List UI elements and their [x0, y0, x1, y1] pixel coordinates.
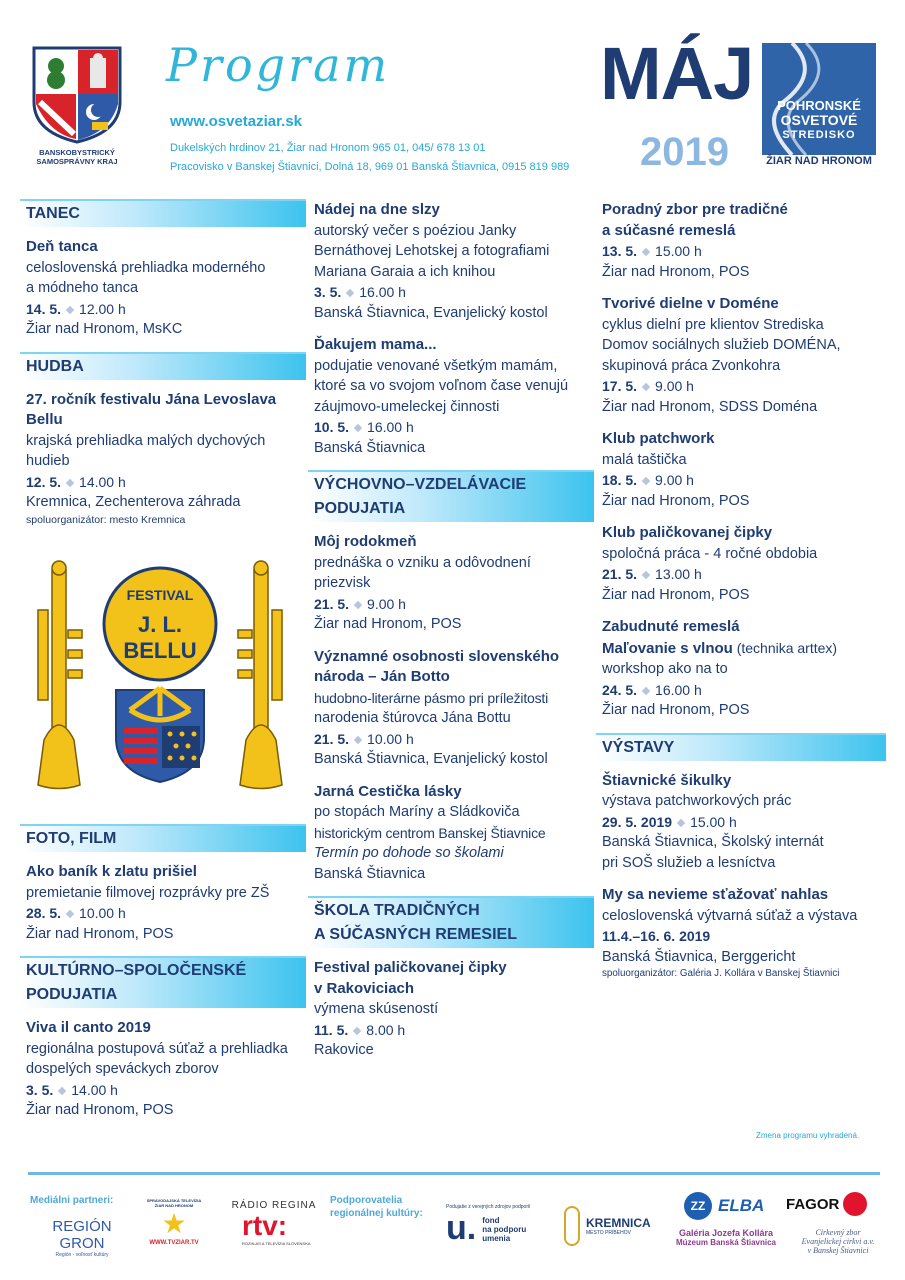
- event-place: Banská Štiavnica, Školský internát: [602, 834, 824, 850]
- event-date: 13. 5.: [602, 243, 638, 259]
- event-desc: celoslovenská prehliadka moderného: [26, 259, 266, 276]
- event-title: Zabudnuté remeslá: [602, 618, 740, 635]
- event-title: národa – Ján Botto: [314, 668, 450, 685]
- event-festival-bellu: [26, 390, 300, 527]
- event-desc: historickým centrom Banskej Štiavnice: [314, 824, 546, 841]
- diamond-icon: [642, 248, 650, 256]
- pos-logo-line1: POHRONSKÉ: [777, 98, 861, 113]
- section-header-line1: ŠKOLA TRADIČNÝCH: [314, 902, 480, 919]
- program-title: Program: [166, 38, 391, 92]
- event-klub-palickovanej-cipky: [602, 523, 880, 605]
- event-place: Banská Štiavnica: [314, 865, 426, 882]
- media-partners-label: Mediálni partneri:: [30, 1195, 114, 1206]
- section-header-line2: PODUJATIA: [314, 500, 406, 517]
- event-desc: hudobno-literárne pásmo pri príležitosti: [314, 689, 549, 706]
- event-nadej-na-dne-slzy: [314, 200, 588, 323]
- event-title: a súčasné remeslá: [602, 221, 736, 239]
- column-right: [602, 200, 880, 993]
- address-line2: Pracovisko v Banskej Štiavnici, Dolná 18, 969 01 Banská Štiavnica, 0915 819 989: [170, 161, 570, 173]
- crest-caption: [20, 148, 134, 166]
- section-header-vychovno-vzdelavacie: [308, 470, 594, 522]
- event-stiavnicke-sikulky: [602, 771, 880, 874]
- kremnica-sub: MESTO PRÍBEHOV: [586, 1230, 631, 1236]
- trumpet-right-icon: [238, 561, 282, 789]
- rtv-sub: ROZHLAS A TELEVÍZIA SLOVENSKA: [242, 1241, 311, 1246]
- event-desc: narodenia štúrovca Jána Bottu: [314, 710, 511, 726]
- program-change-note: Zmena programu vyhradená.: [756, 1131, 860, 1140]
- section-header-line1: VÝCHOVNO–VZDELÁVACIE: [314, 476, 527, 493]
- section-header-line2: A SÚČASNÝCH REMESIEL: [314, 926, 517, 943]
- section-header-foto-film: FOTO, FILM: [20, 824, 306, 852]
- event-datetime: [602, 564, 880, 585]
- event-tvorive-dielne: [602, 294, 880, 417]
- diamond-icon: [354, 735, 362, 743]
- event-desc: skupinová práca Zvonkohra: [602, 357, 781, 374]
- event-place: Žiar nad Hronom, POS: [26, 925, 174, 942]
- website-link[interactable]: www.osvetaziar.sk: [170, 113, 303, 130]
- event-title: Jarná Cestička lásky: [314, 782, 462, 800]
- event-title: Klub patchwork: [602, 430, 715, 447]
- event-place: Žiar nad Hronom, MsKC: [26, 321, 183, 337]
- event-date: 21. 5.: [602, 566, 638, 582]
- address-line1: Dukelských hrdinov 21, Žiar nad Hronom 965 01, 045/ 678 13 01: [170, 142, 486, 154]
- event-desc-italic: Termín po dohode so školami: [314, 845, 504, 861]
- event-zabudnute-remesla: [602, 617, 880, 721]
- kremnica-text: [586, 1216, 651, 1236]
- event-datetime: [26, 903, 300, 924]
- fond-line3: umenia: [482, 1234, 511, 1243]
- radio-regina-logo: [226, 1200, 322, 1246]
- event-viva-il-canto: [26, 1018, 300, 1121]
- festival-logo-mid2: BELLU: [123, 638, 197, 663]
- event-title: 27. ročník festivalu Jána Levoslava: [26, 390, 277, 408]
- event-title: Viva il canto 2019: [26, 1019, 151, 1036]
- column-left-lower: [26, 824, 300, 1133]
- event-title: Festival paličkovanej čipky: [314, 959, 507, 976]
- tv-ziar-logo: [142, 1198, 206, 1246]
- fagor-logo: [786, 1192, 878, 1216]
- section-header-kulturno-spolocenske: [20, 956, 306, 1008]
- elba-mark-icon: ZZ: [684, 1192, 712, 1220]
- section-header-skola-tradicnych: [308, 896, 594, 948]
- tv-ziar-star-icon: ★: [161, 1208, 187, 1239]
- event-datetime: [602, 680, 880, 701]
- diamond-icon: [354, 600, 362, 608]
- event-title: Poradný zbor pre tradičné: [602, 201, 788, 218]
- fond-na-podporu-umenia-logo: [446, 1204, 550, 1246]
- event-datetime: [26, 472, 300, 493]
- kremnica-name: KREMNICA: [586, 1216, 651, 1230]
- banskobystricky-crest: [30, 44, 124, 144]
- region-gron-logo: [40, 1218, 124, 1258]
- event-date: 11. 5.: [314, 1021, 349, 1038]
- festival-logo-mid1: J. L.: [137, 612, 183, 637]
- pos-logo-line3: STREDISKO: [782, 129, 856, 141]
- event-time: 10.00 h: [367, 730, 414, 747]
- galeria-line2: Múzeum Banská Štiavnica: [675, 1238, 777, 1247]
- event-date: 28. 5.: [26, 905, 62, 921]
- section-header-tanec: TANEC: [20, 199, 306, 227]
- event-desc: priezvisk: [314, 575, 371, 591]
- region-gron-sub: Región - voľnosť kultúry: [55, 1252, 109, 1258]
- pos-logo: [762, 43, 876, 167]
- rtv-text: rtv:: [242, 1210, 288, 1241]
- event-place: Žiar nad Hronom, POS: [602, 702, 750, 718]
- event-datetime: [314, 594, 588, 615]
- event-time: 16.00 h: [367, 419, 414, 435]
- elba-logo: [684, 1192, 774, 1220]
- galeria-line1: Galéria Jozefa Kollára: [678, 1228, 774, 1238]
- cirkev-line1: Cirkevný zbor: [815, 1228, 861, 1237]
- event-desc: podujatie venované všetkým mamám,: [314, 357, 558, 374]
- region-gron-text: REGIÓN GRON: [52, 1218, 112, 1252]
- event-desc: premietanie filmovej rozprávky pre ZŠ: [26, 884, 270, 901]
- event-title: Môj rodokmeň: [314, 533, 417, 550]
- diamond-icon: [642, 686, 650, 694]
- diamond-icon: [642, 477, 650, 485]
- cirkev-line3: v Banskej Štiavnici: [807, 1246, 869, 1255]
- event-time: 16.00 h: [359, 284, 406, 300]
- festival-logo-top: FESTIVAL: [126, 587, 194, 603]
- event-date: 24. 5.: [602, 681, 638, 698]
- event-datetime: [314, 417, 588, 438]
- event-desc: ktoré sa vo svojom voľnom čase venujú: [314, 378, 569, 394]
- fond-u: u.: [446, 1209, 477, 1247]
- event-time: 9.00 h: [367, 595, 406, 612]
- event-desc: cyklus dielní pre klientov Strediska: [602, 316, 824, 333]
- event-desc: celoslovenská výtvarná súťaž a výstava: [602, 907, 858, 924]
- tv-ziar-url: WWW.TVZIAR.TV: [149, 1240, 199, 1246]
- event-place: Banská Štiavnica, Evanjelický kostol: [314, 751, 548, 767]
- event-place: Žiar nad Hronom, POS: [602, 263, 750, 280]
- event-place: Žiar nad Hronom, POS: [26, 1102, 174, 1118]
- event-datetime: [602, 470, 880, 491]
- event-desc: po stopách Maríny a Sládkoviča: [314, 804, 520, 820]
- event-title: Nádej na dne slzy: [314, 201, 440, 218]
- crest-caption-line2: SAMOSPRÁVNY KRAJ: [36, 157, 118, 166]
- event-date: 10. 5.: [314, 419, 350, 435]
- event-desc: Bernáthovej Lehotskej a fotografiami: [314, 243, 550, 259]
- address-block: [170, 139, 569, 177]
- event-moj-rodokmen: [314, 532, 588, 635]
- event-title: Významné osobnosti slovenského: [314, 647, 560, 665]
- supporters-label-line2: regionálnej kultúry:: [330, 1208, 423, 1219]
- event-time: 9.00 h: [655, 378, 694, 394]
- event-desc: dospelých speváckych zborov: [26, 1061, 219, 1077]
- event-desc: malá taštička: [602, 451, 687, 468]
- event-place: Žiar nad Hronom, POS: [314, 616, 462, 632]
- fond-line1: fond: [482, 1216, 500, 1225]
- event-desc: krajská prehliadka malých dychových: [26, 432, 266, 449]
- event-desc: výstava patchworkových prác: [602, 793, 792, 809]
- event-date: 21. 5.: [314, 595, 350, 612]
- event-title: My sa nevieme sťažovať nahlas: [602, 886, 829, 903]
- event-subtitle: [602, 638, 880, 660]
- month-title: MÁJ: [600, 32, 754, 115]
- trumpet-left-icon: [38, 561, 82, 789]
- column-middle: [314, 200, 588, 1073]
- diamond-icon: [642, 383, 650, 391]
- tv-ziar-top: SPRAVODAJSKÁ TELEVÍZIA ŽIAR NAD HRONOM: [146, 1198, 202, 1208]
- event-ako-banik: [26, 862, 300, 944]
- event-datetime: [602, 926, 880, 947]
- diamond-icon: [66, 305, 74, 313]
- diamond-icon: [642, 571, 650, 579]
- diamond-icon: [66, 910, 74, 918]
- event-title: Deň tanca: [26, 238, 98, 255]
- event-desc: Domov sociálnych služieb DOMÉNA,: [602, 337, 841, 353]
- event-date: 21. 5.: [314, 730, 350, 747]
- event-title: Ďakujem mama...: [314, 336, 437, 353]
- event-datetime: [602, 376, 880, 397]
- footer-divider: [28, 1172, 880, 1175]
- diamond-icon: [353, 1026, 361, 1034]
- fond-text: [482, 1216, 526, 1243]
- event-place: Rakovice: [314, 1042, 374, 1058]
- event-date: 17. 5.: [602, 378, 638, 394]
- event-time: 14.00 h: [79, 473, 126, 490]
- event-time: 15.00 h: [655, 243, 702, 259]
- event-date: 18. 5.: [602, 472, 638, 488]
- event-desc: záujmovo-umeleckej činnosti: [314, 398, 500, 415]
- event-place: Banská Štiavnica: [314, 439, 426, 456]
- event-place: Banská Štiavnica, Evanjelický kostol: [314, 304, 548, 321]
- kremnica-logo: [564, 1206, 654, 1246]
- event-desc: spoločná práca - 4 ročné obdobia: [602, 545, 818, 562]
- event-title: Maľovanie s vlnou: [602, 639, 733, 657]
- pos-logo-line2: OSVETOVÉ: [780, 112, 858, 128]
- event-desc: výmena skúseností: [314, 1001, 439, 1017]
- event-time: 15.00 h: [690, 813, 737, 830]
- diamond-icon: [58, 1086, 66, 1094]
- event-desc: prednáška o vzniku a odôvodnení: [314, 554, 531, 571]
- elba-text: ELBA: [718, 1196, 765, 1215]
- pos-logo-city: ŽIAR NAD HRONOM: [762, 155, 876, 167]
- event-datetime: [314, 729, 588, 750]
- diamond-icon: [677, 818, 685, 826]
- event-klub-patchwork: [602, 429, 880, 511]
- event-coorganizer: spoluorganizátor: Galéria J. Kollára v Banskej Štiavnici: [602, 968, 840, 979]
- event-time: 12.00 h: [79, 300, 126, 317]
- event-title: Bellu: [26, 411, 63, 428]
- event-jarna-cesticka-lasky: [314, 782, 588, 885]
- event-poradny-zbor: [602, 200, 880, 282]
- event-date: 3. 5.: [26, 1081, 54, 1098]
- event-title: Klub paličkovanej čipky: [602, 524, 773, 541]
- event-title: Ako baník k zlatu prišiel: [26, 863, 197, 880]
- festival-bellu-logo: [30, 560, 290, 790]
- event-place: Žiar nad Hronom, SDSS Doména: [602, 398, 818, 415]
- event-dakujem-mama: [314, 335, 588, 458]
- event-jan-botto: [314, 647, 588, 770]
- event-place: Kremnica, Zechenterova záhrada: [26, 494, 241, 510]
- event-title-note: (technika arttex): [736, 639, 838, 656]
- event-desc: autorský večer s poéziou Janky: [314, 222, 517, 239]
- diamond-icon: [346, 289, 354, 297]
- event-coorganizer: spoluorganizátor: mesto Kremnica: [26, 513, 186, 526]
- event-time: 16.00 h: [655, 681, 702, 698]
- event-date: 29. 5. 2019: [602, 813, 673, 830]
- radio-regina-text: RÁDIO REGINA: [231, 1200, 317, 1211]
- event-desc: a módneho tanca: [26, 280, 139, 296]
- diamond-icon: [66, 478, 74, 486]
- crest-caption-line1: BANSKOBYSTRICKÝ: [39, 148, 115, 157]
- event-desc: regionálna postupová súťaž a prehliadka: [26, 1040, 288, 1057]
- event-my-sa-nevieme: [602, 885, 880, 981]
- year-label: 2019: [640, 130, 729, 174]
- event-title: v Rakoviciach: [314, 979, 415, 997]
- event-place: pri SOŠ služieb a lesníctva: [602, 854, 776, 871]
- event-date: 3. 5.: [314, 284, 342, 300]
- event-date: 11.4.–16. 6. 2019: [602, 928, 711, 944]
- fagor-mark-icon: [843, 1192, 867, 1216]
- fagor-text: FAGOR: [786, 1195, 840, 1213]
- event-time: 10.00 h: [79, 905, 126, 921]
- event-datetime: [602, 812, 880, 833]
- event-place: Banská Štiavnica, Berggericht: [602, 948, 796, 965]
- event-place: Žiar nad Hronom, POS: [602, 492, 750, 509]
- event-datetime: [26, 1080, 300, 1101]
- event-title: Tvorivé dielne v Doméne: [602, 295, 779, 312]
- section-header-vystavy: VÝSTAVY: [596, 733, 886, 761]
- event-datetime: [314, 1020, 588, 1041]
- pos-logo-text: [762, 98, 876, 143]
- event-festival-palickovanej-cipky: [314, 958, 588, 1061]
- supporters-label-line1: Podporovatelia: [330, 1195, 403, 1206]
- event-time: 14.00 h: [71, 1081, 118, 1098]
- event-datetime: [602, 241, 880, 262]
- event-desc: Mariana Garaia a ich knihou: [314, 263, 496, 280]
- kremnica-mark-icon: [564, 1206, 580, 1246]
- event-den-tanca: [26, 237, 300, 340]
- event-datetime: [26, 299, 300, 320]
- event-date: 14. 5.: [26, 300, 62, 317]
- column-left: [26, 199, 300, 539]
- supporters-label: [330, 1194, 423, 1220]
- event-place: Žiar nad Hronom, POS: [602, 586, 750, 603]
- section-header-line1: KULTÚRNO–SPOLOČENSKÉ: [26, 962, 247, 979]
- event-time: 9.00 h: [655, 472, 694, 488]
- event-date: 12. 5.: [26, 473, 62, 490]
- cirkev-line2: Evanjelickej cirkvi a.v.: [801, 1237, 875, 1246]
- event-desc: workshop ako na to: [602, 661, 728, 677]
- event-datetime: [314, 282, 588, 303]
- fond-row: [446, 1210, 550, 1246]
- section-header-hudba: HUDBA: [20, 352, 306, 380]
- cirkevny-zbor-logo: [790, 1228, 886, 1255]
- galeria-kollara-logo: [670, 1228, 782, 1247]
- fond-line2: na podporu: [482, 1225, 527, 1234]
- event-title: Štiavnické šikulky: [602, 771, 732, 789]
- fond-small: Podujatie z verejných zdrojov podporil: [446, 1204, 531, 1210]
- section-header-line2: PODUJATIA: [26, 986, 118, 1003]
- event-time: 8.00 h: [366, 1021, 406, 1038]
- diamond-icon: [354, 424, 362, 432]
- event-time: 13.00 h: [655, 566, 702, 582]
- event-desc: hudieb: [26, 453, 70, 469]
